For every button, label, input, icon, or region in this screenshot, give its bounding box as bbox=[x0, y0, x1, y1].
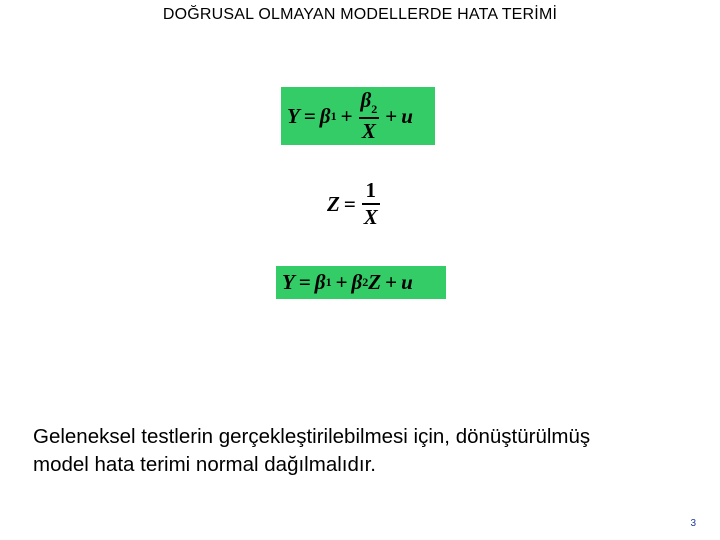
eq3-lhs: Y bbox=[282, 270, 295, 294]
eq2-lhs: Z bbox=[327, 191, 340, 216]
body-line-2: model hata terimi normal dağılmalıdır. bbox=[33, 453, 376, 476]
eq1-fraction bbox=[359, 90, 380, 142]
equation-y-beta-over-x bbox=[281, 87, 435, 145]
eq3-beta2: β bbox=[351, 270, 363, 294]
eq3-beta1: β bbox=[314, 270, 326, 294]
page-number: 3 bbox=[690, 518, 696, 529]
equation-z-definition bbox=[327, 175, 397, 233]
eq1-beta1: β bbox=[319, 103, 331, 128]
eq3-beta2-sub: 2 bbox=[362, 275, 369, 289]
eq1-plus1: + bbox=[340, 103, 353, 128]
eq1-beta2: β bbox=[360, 88, 372, 112]
eq1-frac-den: X bbox=[361, 119, 376, 143]
eq2-frac-den: X bbox=[363, 205, 378, 229]
eq3-u: u bbox=[401, 270, 413, 294]
eq1-plus2: + bbox=[385, 103, 398, 128]
eq1-lhs: Y bbox=[287, 103, 300, 128]
slide-title: DOĞRUSAL OLMAYAN MODELLERDE HATA TERİMİ bbox=[162, 6, 558, 23]
eq1-beta2-sub: 2 bbox=[371, 102, 378, 116]
eq1-frac-num bbox=[359, 90, 380, 115]
eq3-plus2: + bbox=[385, 270, 398, 294]
body-paragraph bbox=[33, 423, 713, 479]
eq1-equals: = bbox=[303, 103, 316, 128]
eq1-u: u bbox=[401, 103, 413, 128]
eq3-plus1: + bbox=[335, 270, 348, 294]
equation-y-linear-in-z bbox=[276, 266, 446, 299]
eq1-beta1-sub: 1 bbox=[330, 108, 337, 123]
eq3-z: Z bbox=[368, 270, 382, 294]
eq2-frac-num: 1 bbox=[365, 178, 377, 202]
eq2-fraction bbox=[362, 180, 380, 228]
body-line-1: Geleneksel testlerin gerçekleştirilebilmesi için, dönüştürülmüş bbox=[33, 425, 591, 448]
eq2-equals: = bbox=[343, 191, 356, 216]
eq3-equals: = bbox=[298, 270, 311, 294]
eq3-beta1-sub: 1 bbox=[325, 275, 332, 289]
